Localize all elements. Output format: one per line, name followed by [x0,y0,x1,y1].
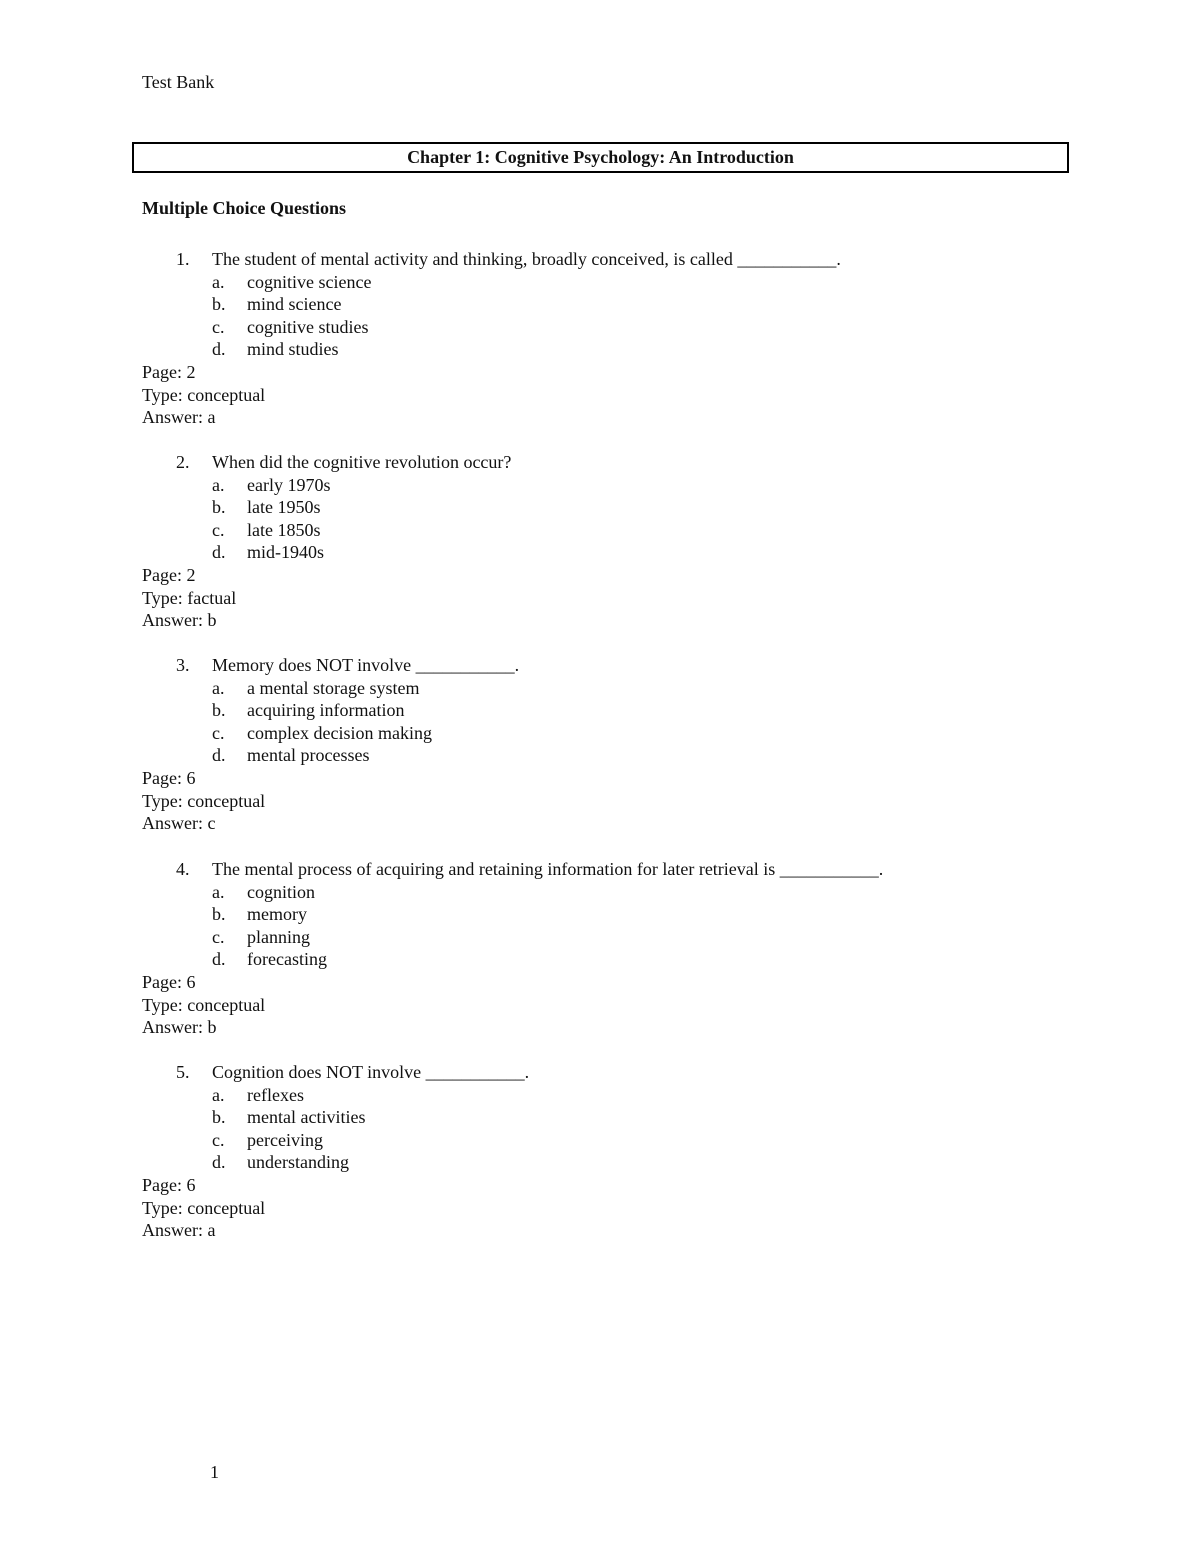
answer-key: Answer: c [142,813,216,834]
question-text: Memory does NOT involve ___________. [212,655,520,675]
option [142,338,1142,361]
answer-key: Answer: a [142,407,216,428]
option [142,926,1142,949]
option-text: cognition [247,881,315,902]
option [142,1106,1142,1129]
question-block [142,858,1142,1039]
option-letter: a. [212,271,225,292]
option-letter: c. [212,722,225,743]
option-letter: d. [212,542,226,563]
option [142,293,1142,316]
option-text: acquiring information [247,700,405,721]
question-number: 3. [176,655,190,675]
option [142,271,1142,294]
option-letter: a. [212,881,225,902]
question-block [142,451,1142,632]
question-block [142,654,1142,835]
question-text: When did the cognitive revolution occur? [212,452,512,472]
question-type: Type: conceptual [142,1197,266,1218]
option-text: mind science [247,294,342,315]
question-block [142,1061,1142,1242]
running-header: Test Bank [142,72,215,92]
question-text: Cognition does NOT involve ___________. [212,1062,530,1082]
question-type: Type: conceptual [142,994,266,1015]
option [142,519,1142,542]
option-letter: a. [212,677,225,698]
option-text: mind studies [247,339,339,360]
option-text: late 1950s [247,497,321,518]
option-letter: b. [212,497,226,518]
option-text: mental activities [247,1107,366,1128]
option-text: planning [247,926,310,947]
option [142,541,1142,564]
option-text: memory [247,904,307,925]
option-letter: c. [212,316,225,337]
question-stem [142,1061,1142,1084]
option-letter: d. [212,745,226,766]
option [142,722,1142,745]
option-text: mid-1940s [247,542,325,563]
question-type: Type: factual [142,587,237,608]
question-number: 5. [176,1062,190,1082]
question-number: 2. [176,452,190,472]
option-letter: c. [212,1129,225,1150]
option-text: cognitive studies [247,316,369,337]
question-text: The student of mental activity and thinking, broadly conceived, is called ___________. [212,249,841,269]
question-number: 4. [176,859,190,879]
option-letter: d. [212,949,226,970]
question-type: Type: conceptual [142,384,266,405]
option-letter: a. [212,474,225,495]
option-letter: b. [212,294,226,315]
question-type: Type: conceptual [142,790,266,811]
option-text: late 1850s [247,519,321,540]
page-reference: Page: 6 [142,1174,196,1195]
question-block [142,248,1142,429]
option-letter: b. [212,904,226,925]
option-text: forecasting [247,949,327,970]
option [142,744,1142,767]
chapter-title: Chapter 1: Cognitive Psychology: An Introduction [132,142,1069,173]
option-letter: d. [212,1152,226,1173]
option-text: early 1970s [247,474,331,495]
option-letter: b. [212,1107,226,1128]
page-number: 1 [210,1462,219,1482]
section-title: Multiple Choice Questions [142,198,347,218]
option-letter: c. [212,519,225,540]
question-number: 1. [176,249,190,269]
page-reference: Page: 2 [142,361,196,382]
option [142,948,1142,971]
page-reference: Page: 6 [142,767,196,788]
answer-key: Answer: a [142,1220,216,1241]
option-text: a mental storage system [247,677,420,698]
option [142,903,1142,926]
option-text: complex decision making [247,722,432,743]
option [142,1084,1142,1107]
option-text: perceiving [247,1129,323,1150]
option [142,699,1142,722]
option [142,1129,1142,1152]
question-stem [142,451,1142,474]
option [142,1151,1142,1174]
option [142,881,1142,904]
question-stem [142,654,1142,677]
option-text: mental processes [247,745,370,766]
question-text: The mental process of acquiring and retaining information for later retrieval is ___________. [212,859,884,879]
option [142,316,1142,339]
option-text: reflexes [247,1084,304,1105]
option-letter: d. [212,339,226,360]
option [142,677,1142,700]
option [142,474,1142,497]
question-stem [142,858,1142,881]
page-reference: Page: 6 [142,971,196,992]
answer-key: Answer: b [142,610,217,631]
option [142,496,1142,519]
answer-key: Answer: b [142,1017,217,1038]
option-letter: a. [212,1084,225,1105]
question-stem [142,248,1142,271]
page-reference: Page: 2 [142,564,196,585]
option-text: cognitive science [247,271,372,292]
option-letter: b. [212,700,226,721]
option-letter: c. [212,926,225,947]
option-text: understanding [247,1152,349,1173]
